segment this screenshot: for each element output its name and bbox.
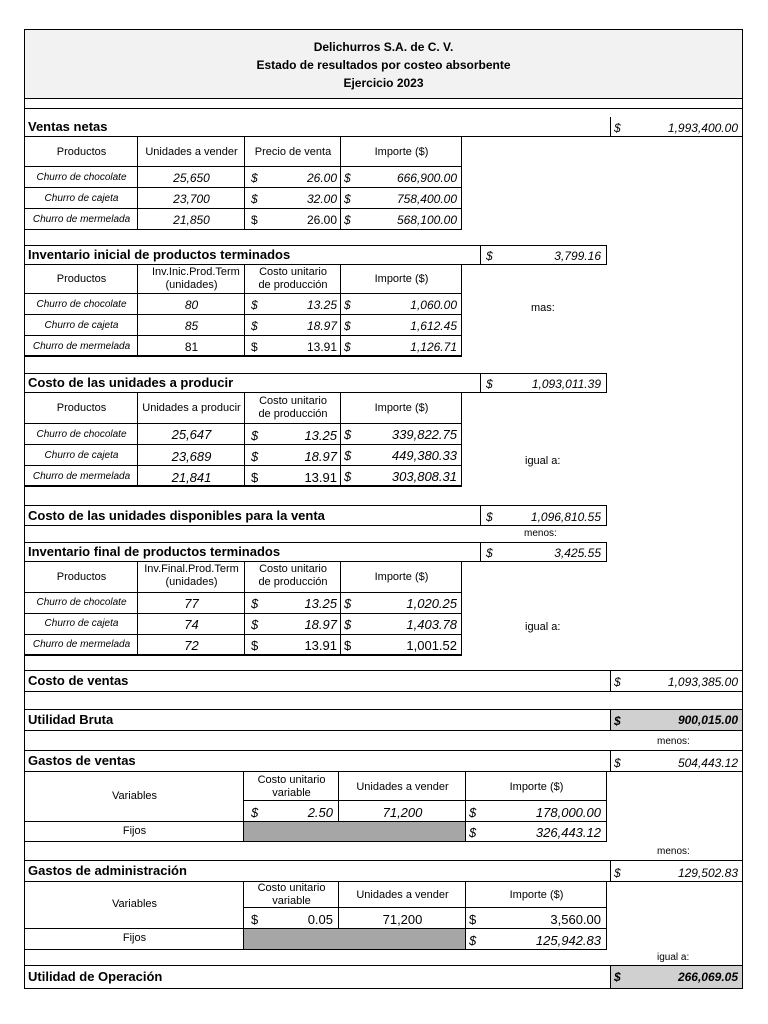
currency-sign: $ <box>344 448 352 463</box>
table-row: Churro de mermelada <box>32 214 131 225</box>
costo-ventas-total: 1,093,385.00 <box>667 675 738 689</box>
amount-cell: 3,560.00 <box>550 912 601 927</box>
note-menos: menos: <box>524 528 557 539</box>
col-header: Costo unitario variable <box>257 882 326 907</box>
units-cell: 23,689 <box>171 449 212 464</box>
cost-cell: 13.91 <box>306 340 337 354</box>
col-header: Costo unitario de producción <box>258 563 328 588</box>
currency-sign: $ <box>486 510 493 524</box>
amount-cell: 1,060.00 <box>410 298 457 312</box>
currency-sign: $ <box>251 171 258 185</box>
table-row: Churro de chocolate <box>36 299 127 310</box>
currency-sign: $ <box>251 340 258 354</box>
units-cell: 71,200 <box>382 805 423 820</box>
currency-sign: $ <box>251 213 258 227</box>
cost-cell: 13.91 <box>304 470 337 485</box>
amount-cell: 125,942.83 <box>535 933 601 948</box>
col-header: Unidades a producir <box>142 402 241 414</box>
cost-cell: 13.25 <box>304 596 337 611</box>
currency-sign: $ <box>614 866 621 880</box>
col-header: Productos <box>56 402 107 414</box>
table-row: Churro de mermelada <box>32 341 131 352</box>
currency-sign: $ <box>251 470 259 485</box>
costo-ventas-title: Costo de ventas <box>28 673 129 688</box>
amount-cell: 1,126.71 <box>410 340 457 354</box>
col-header: Importe ($) <box>374 146 429 158</box>
cost-cell: 18.97 <box>304 617 337 632</box>
amount-cell: 449,380.33 <box>391 448 457 463</box>
currency-sign: $ <box>614 756 621 770</box>
table-row: Churro de cajeta <box>44 450 119 461</box>
currency-sign: $ <box>344 596 352 611</box>
col-header: Costo unitario de producción <box>258 395 328 420</box>
row-label-variables: Variables <box>111 898 158 910</box>
amount-cell: 326,443.12 <box>535 825 601 840</box>
currency-sign: $ <box>469 933 477 948</box>
divider <box>610 860 611 882</box>
col-header: Importe ($) <box>509 781 564 793</box>
amount-cell: 339,822.75 <box>391 427 457 442</box>
table-row: Churro de cajeta <box>44 618 119 629</box>
units-cell: 23,700 <box>173 192 210 206</box>
currency-sign: $ <box>344 213 351 227</box>
spacer-line <box>25 99 742 109</box>
cost-cell: 13.25 <box>306 298 337 312</box>
table-row: Churro de chocolate <box>36 597 127 608</box>
divider <box>610 670 611 692</box>
currency-sign: $ <box>251 805 259 820</box>
amount-cell: 666,900.00 <box>396 171 457 185</box>
currency-sign: $ <box>344 192 351 206</box>
currency-sign: $ <box>251 617 259 632</box>
amount-cell: 1,612.45 <box>410 319 457 333</box>
report-title: Estado de resultados por costeo absorbente <box>256 58 511 72</box>
currency-sign: $ <box>344 298 351 312</box>
note-mas: mas: <box>531 302 555 314</box>
col-header: Precio de venta <box>254 146 332 158</box>
units-cell: 21,850 <box>173 213 210 227</box>
inv-ini-title: Inventario inicial de productos terminados <box>28 247 291 262</box>
price-cell: 32.00 <box>306 192 337 206</box>
row-label-variables: Variables <box>111 790 158 802</box>
note-menos: menos: <box>657 736 690 747</box>
cost-cell: 18.97 <box>306 319 337 333</box>
unit-cost-cell: 2.50 <box>307 805 333 820</box>
ventas-rows <box>25 167 463 230</box>
col-header: Productos <box>56 273 107 285</box>
currency-sign: $ <box>469 912 477 927</box>
inv-fin-table <box>25 562 463 656</box>
unit-cost-cell: 0.05 <box>307 912 333 927</box>
currency-sign: $ <box>344 469 352 484</box>
currency-sign: $ <box>251 912 259 927</box>
currency-sign: $ <box>469 805 477 820</box>
units-cell: 25,650 <box>173 171 210 185</box>
prod-total: 1,093,011.39 <box>531 377 601 391</box>
ventas-title: Ventas netas <box>28 119 108 134</box>
company-name: Delichurros S.A. de C. V. <box>313 40 454 54</box>
col-header: Importe ($) <box>374 571 429 583</box>
currency-sign: $ <box>251 428 259 443</box>
amount-cell: 568,100.00 <box>396 213 457 227</box>
cost-cell: 13.91 <box>304 638 337 653</box>
units-cell: 80 <box>184 298 199 312</box>
divider <box>610 750 611 772</box>
amount-cell: 1,001.52 <box>406 638 457 653</box>
units-cell: 77 <box>184 596 199 611</box>
col-header: Inv.Inic.Prod.Term (unidades) <box>152 266 240 291</box>
note-igual: igual a: <box>525 455 561 467</box>
units-cell: 81 <box>184 340 199 354</box>
table-row: Churro de chocolate <box>36 172 127 183</box>
table-row: Churro de cajeta <box>44 320 119 331</box>
inv-fin-title: Inventario final de productos terminados <box>28 544 281 559</box>
note-menos: menos: <box>657 846 690 857</box>
row-label-fijos: Fijos <box>122 932 147 944</box>
gastos-ventas-table <box>25 772 607 842</box>
units-cell: 72 <box>184 638 199 653</box>
ventas-total: 1,993,400.00 <box>667 121 738 135</box>
col-header: Importe ($) <box>509 889 564 901</box>
utilidad-op-title: Utilidad de Operación <box>28 969 163 984</box>
currency-sign: $ <box>344 340 351 354</box>
currency-sign: $ <box>251 449 259 464</box>
row-label-fijos: Fijos <box>122 825 147 837</box>
inv-ini-table <box>25 265 463 357</box>
currency-sign: $ <box>614 714 621 728</box>
disp-title: Costo de las unidades disponibles para la venta <box>28 508 325 523</box>
currency-sign: $ <box>469 825 477 840</box>
currency-sign: $ <box>486 546 493 560</box>
prod-title: Costo de las unidades a producir <box>28 375 234 390</box>
amount-cell: 303,808.31 <box>391 469 457 484</box>
currency-sign: $ <box>344 171 351 185</box>
gastos-admin-total: 129,502.83 <box>677 866 738 880</box>
col-header: Productos <box>56 146 107 158</box>
price-cell: 26.00 <box>306 213 337 227</box>
currency-sign: $ <box>251 596 259 611</box>
gastos-admin-title: Gastos de administración <box>28 863 187 878</box>
inv-ini-total: 3,799.16 <box>554 249 601 263</box>
col-header: Unidades a vender <box>145 146 238 158</box>
note-igual: igual a: <box>657 952 690 963</box>
currency-sign: $ <box>344 638 352 653</box>
currency-sign: $ <box>344 427 352 442</box>
currency-sign: $ <box>251 298 258 312</box>
utilidad-op-total: 266,069.05 <box>677 970 738 984</box>
units-cell: 71,200 <box>382 912 423 927</box>
table-row: Churro de mermelada <box>32 639 131 650</box>
price-cell: 26.00 <box>306 171 337 185</box>
utilidad-bruta-total: 900,015.00 <box>677 713 738 727</box>
disp-total: 1,096,810.55 <box>530 510 601 524</box>
col-header: Importe ($) <box>374 402 429 414</box>
gastos-ventas-total: 504,443.12 <box>677 756 738 770</box>
currency-sign: $ <box>614 675 621 689</box>
col-header: Importe ($) <box>374 273 429 285</box>
col-header: Productos <box>56 571 107 583</box>
currency-sign: $ <box>344 319 351 333</box>
units-cell: 21,841 <box>171 470 212 485</box>
utilidad-bruta-title: Utilidad Bruta <box>28 712 114 727</box>
amount-cell: 1,403.78 <box>406 617 457 632</box>
cost-cell: 18.97 <box>304 449 337 464</box>
col-header: Costo unitario variable <box>257 774 326 799</box>
gastos-admin-table <box>25 882 607 950</box>
currency-sign: $ <box>251 638 259 653</box>
units-cell: 74 <box>184 617 199 632</box>
col-header: Costo unitario de producción <box>258 266 328 291</box>
col-header: Unidades a vender <box>356 889 449 901</box>
table-row: Churro de cajeta <box>44 193 119 204</box>
currency-sign: $ <box>344 617 352 632</box>
units-cell: 25,647 <box>171 427 212 442</box>
gastos-ventas-title: Gastos de ventas <box>28 753 136 768</box>
currency-sign: $ <box>251 192 258 206</box>
units-cell: 85 <box>184 319 199 333</box>
note-igual: igual a: <box>525 621 561 633</box>
currency-sign: $ <box>486 249 493 263</box>
prod-table <box>25 393 463 488</box>
amount-cell: 178,000.00 <box>535 805 601 820</box>
amount-cell: 758,400.00 <box>396 192 457 206</box>
table-row: Churro de chocolate <box>36 429 127 440</box>
col-header: Inv.Final.Prod.Term (unidades) <box>144 563 239 588</box>
cost-cell: 13.25 <box>304 428 337 443</box>
col-header: Unidades a vender <box>356 781 449 793</box>
currency-sign: $ <box>251 319 258 333</box>
amount-cell: 1,020.25 <box>406 596 457 611</box>
inv-fin-total: 3,425.55 <box>554 546 601 560</box>
report-period: Ejercicio 2023 <box>343 76 424 90</box>
table-row: Churro de mermelada <box>32 471 131 482</box>
currency-sign: $ <box>614 970 621 984</box>
divider <box>610 117 611 137</box>
currency-sign: $ <box>614 121 621 135</box>
currency-sign: $ <box>486 377 493 391</box>
